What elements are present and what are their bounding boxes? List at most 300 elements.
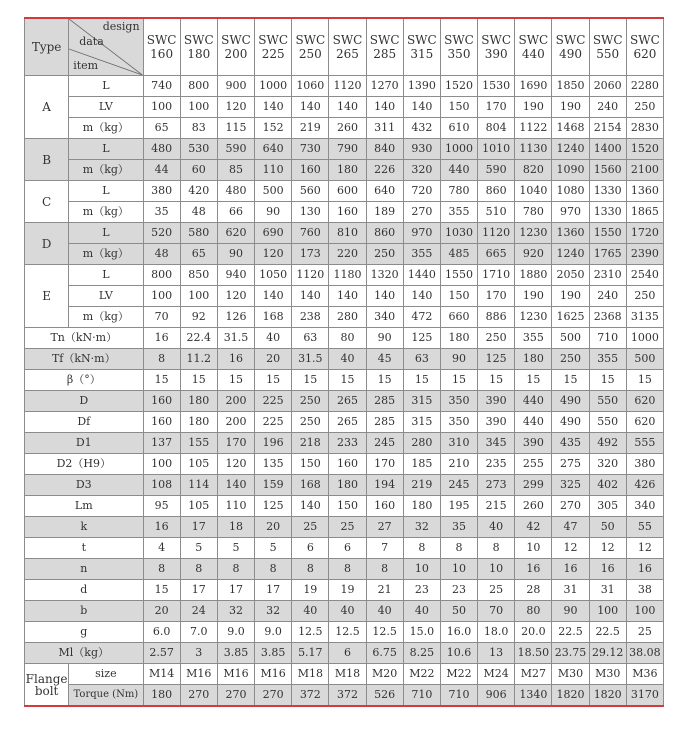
value-cell: 820 xyxy=(515,160,552,181)
value-cell: 1050 xyxy=(255,265,292,286)
value-cell: 250 xyxy=(366,244,403,265)
value-cell: 12.5 xyxy=(366,622,403,643)
model-size: 180 xyxy=(187,47,211,61)
value-cell: 10 xyxy=(478,559,515,580)
value-cell: 690 xyxy=(255,223,292,244)
value-cell: 1090 xyxy=(552,160,589,181)
value-cell: 23 xyxy=(440,580,477,601)
model-header xyxy=(292,18,329,76)
value-cell: M36 xyxy=(626,664,663,685)
value-cell: 80 xyxy=(329,328,366,349)
param-name-cell: D3 xyxy=(25,475,144,496)
param-name-cell: D xyxy=(25,391,144,412)
value-cell: 280 xyxy=(329,307,366,328)
value-cell: 1690 xyxy=(515,76,552,97)
value-cell: 10 xyxy=(440,559,477,580)
table-row xyxy=(25,328,664,349)
value-cell: 1030 xyxy=(440,223,477,244)
value-cell: 15 xyxy=(143,370,180,391)
value-cell: 8 xyxy=(217,559,254,580)
type-cell: C xyxy=(25,181,69,223)
value-cell: 790 xyxy=(329,139,366,160)
value-cell: 32 xyxy=(217,601,254,622)
value-cell: 640 xyxy=(366,181,403,202)
value-cell: 250 xyxy=(552,349,589,370)
value-cell: 215 xyxy=(478,496,515,517)
value-cell: 270 xyxy=(403,202,440,223)
value-cell: 270 xyxy=(217,685,254,707)
value-cell: 180 xyxy=(143,685,180,707)
value-cell: 196 xyxy=(255,433,292,454)
model-size: 250 xyxy=(298,47,322,61)
value-cell: 100 xyxy=(589,601,626,622)
value-cell: 150 xyxy=(329,496,366,517)
value-cell: 3135 xyxy=(626,307,663,328)
value-cell: 380 xyxy=(626,454,663,475)
value-cell: 432 xyxy=(403,118,440,139)
table-row xyxy=(25,580,664,601)
value-cell: 250 xyxy=(292,391,329,412)
value-cell: 150 xyxy=(292,454,329,475)
value-cell: 110 xyxy=(217,496,254,517)
model-size: 490 xyxy=(559,47,582,61)
value-cell: 660 xyxy=(440,307,477,328)
value-cell: 285 xyxy=(366,391,403,412)
model-series: SWC xyxy=(146,33,177,47)
value-cell: M16 xyxy=(217,664,254,685)
value-cell: 135 xyxy=(255,454,292,475)
value-cell: 10 xyxy=(515,538,552,559)
value-cell: 350 xyxy=(440,412,477,433)
value-cell: 40 xyxy=(366,601,403,622)
table-row xyxy=(25,496,664,517)
value-cell: 480 xyxy=(217,181,254,202)
value-cell: 16 xyxy=(515,559,552,580)
value-cell: 920 xyxy=(515,244,552,265)
model-header xyxy=(440,18,477,76)
value-cell: 16 xyxy=(589,559,626,580)
value-cell: 125 xyxy=(403,328,440,349)
model-size: 350 xyxy=(447,47,471,61)
value-cell: 426 xyxy=(626,475,663,496)
item-cell: Torque (Nm) xyxy=(69,685,143,707)
value-cell: 17 xyxy=(180,580,217,601)
value-cell: 6 xyxy=(292,538,329,559)
value-cell: 180 xyxy=(440,328,477,349)
value-cell: 90 xyxy=(552,601,589,622)
value-cell: 8 xyxy=(329,559,366,580)
item-cell: m（kg） xyxy=(69,202,143,223)
value-cell: M16 xyxy=(180,664,217,685)
value-cell: 238 xyxy=(292,307,329,328)
value-cell: 28 xyxy=(515,580,552,601)
value-cell: 2154 xyxy=(589,118,626,139)
value-cell: 12 xyxy=(589,538,626,559)
value-cell: 1560 xyxy=(589,160,626,181)
value-cell: 265 xyxy=(329,391,366,412)
model-size: 620 xyxy=(633,47,657,61)
value-cell: 620 xyxy=(626,412,663,433)
value-cell: 40 xyxy=(329,349,366,370)
value-cell: 310 xyxy=(440,433,477,454)
value-cell: 8 xyxy=(255,559,292,580)
value-cell: 1520 xyxy=(626,139,663,160)
value-cell: 47 xyxy=(552,517,589,538)
value-cell: 665 xyxy=(478,244,515,265)
value-cell: 530 xyxy=(180,139,217,160)
value-cell: 270 xyxy=(180,685,217,707)
value-cell: 219 xyxy=(403,475,440,496)
value-cell: 170 xyxy=(217,433,254,454)
value-cell: 800 xyxy=(143,265,180,286)
value-cell: M30 xyxy=(552,664,589,685)
item-cell: LV xyxy=(69,286,143,307)
value-cell: 260 xyxy=(515,496,552,517)
value-cell: 100 xyxy=(626,601,663,622)
value-cell: 180 xyxy=(329,475,366,496)
value-cell: 2100 xyxy=(626,160,663,181)
type-header: Type xyxy=(25,18,69,76)
value-cell: 19 xyxy=(329,580,366,601)
value-cell: 8 xyxy=(292,559,329,580)
value-cell: 440 xyxy=(515,412,552,433)
value-cell: 245 xyxy=(366,433,403,454)
model-header xyxy=(515,18,552,76)
value-cell: 189 xyxy=(366,202,403,223)
value-cell: 12.5 xyxy=(292,622,329,643)
value-cell: 15 xyxy=(292,370,329,391)
value-cell: 226 xyxy=(366,160,403,181)
value-cell: 500 xyxy=(552,328,589,349)
table-row xyxy=(25,664,664,685)
model-series: SWC xyxy=(183,33,214,47)
value-cell: 40 xyxy=(292,601,329,622)
value-cell: 35 xyxy=(143,202,180,223)
value-cell: 1330 xyxy=(589,181,626,202)
model-header xyxy=(366,18,403,76)
item-cell: m（kg） xyxy=(69,160,143,181)
value-cell: 130 xyxy=(292,202,329,223)
value-cell: 940 xyxy=(217,265,254,286)
value-cell: 18.0 xyxy=(478,622,515,643)
param-name-cell: β（°） xyxy=(25,370,144,391)
model-series: SWC xyxy=(444,33,474,47)
value-cell: 8.25 xyxy=(403,643,440,664)
value-cell: 590 xyxy=(478,160,515,181)
value-cell: 1625 xyxy=(552,307,589,328)
value-cell: 108 xyxy=(143,475,180,496)
value-cell: 120 xyxy=(217,454,254,475)
type-cell: D xyxy=(25,223,69,265)
value-cell: 275 xyxy=(552,454,589,475)
value-cell: 730 xyxy=(292,139,329,160)
value-cell: 600 xyxy=(329,181,366,202)
value-cell: 32 xyxy=(403,517,440,538)
value-cell: 1820 xyxy=(589,685,626,707)
value-cell: 195 xyxy=(440,496,477,517)
value-cell: 170 xyxy=(478,97,515,118)
value-cell: 1240 xyxy=(552,244,589,265)
value-cell: 159 xyxy=(255,475,292,496)
value-cell: 70 xyxy=(143,307,180,328)
value-cell: 270 xyxy=(255,685,292,707)
value-cell: 1390 xyxy=(403,76,440,97)
value-cell: 12 xyxy=(626,538,663,559)
table-row xyxy=(25,139,664,160)
value-cell: 1865 xyxy=(626,202,663,223)
table-row xyxy=(25,517,664,538)
model-size: 160 xyxy=(150,47,174,61)
value-cell: 55 xyxy=(626,517,663,538)
value-cell: 510 xyxy=(478,202,515,223)
value-cell: 3 xyxy=(180,643,217,664)
value-cell: 150 xyxy=(440,97,477,118)
item-cell: L xyxy=(69,139,143,160)
param-name-cell: Lm xyxy=(25,496,144,517)
value-cell: 355 xyxy=(589,349,626,370)
value-cell: 170 xyxy=(478,286,515,307)
value-cell: 200 xyxy=(217,391,254,412)
value-cell: 590 xyxy=(217,139,254,160)
diag-data-label: data xyxy=(79,35,104,48)
value-cell: 180 xyxy=(329,160,366,181)
value-cell: 140 xyxy=(255,97,292,118)
value-cell: 140 xyxy=(292,97,329,118)
value-cell: 16.0 xyxy=(440,622,477,643)
value-cell: 5 xyxy=(255,538,292,559)
value-cell: 2060 xyxy=(589,76,626,97)
value-cell: 10.6 xyxy=(440,643,477,664)
value-cell: 140 xyxy=(366,97,403,118)
value-cell: 20 xyxy=(255,517,292,538)
item-cell: L xyxy=(69,265,143,286)
value-cell: 340 xyxy=(366,307,403,328)
value-cell: 311 xyxy=(366,118,403,139)
value-cell: 710 xyxy=(589,328,626,349)
value-cell: 1520 xyxy=(440,76,477,97)
value-cell: 22.4 xyxy=(180,328,217,349)
value-cell: 50 xyxy=(589,517,626,538)
value-cell: 168 xyxy=(255,307,292,328)
value-cell: 245 xyxy=(440,475,477,496)
value-cell: 255 xyxy=(515,454,552,475)
value-cell: M20 xyxy=(366,664,403,685)
value-cell: 620 xyxy=(217,223,254,244)
value-cell: 804 xyxy=(478,118,515,139)
table-row xyxy=(25,433,664,454)
model-series: SWC xyxy=(332,33,363,47)
value-cell: 720 xyxy=(403,181,440,202)
value-cell: 780 xyxy=(440,181,477,202)
value-cell: 710 xyxy=(440,685,477,707)
value-cell: 15 xyxy=(217,370,254,391)
value-cell: 90 xyxy=(366,328,403,349)
value-cell: 1530 xyxy=(478,76,515,97)
diag-design-label: design xyxy=(102,20,140,33)
value-cell: 90 xyxy=(217,244,254,265)
item-cell: L xyxy=(69,76,143,97)
value-cell: 299 xyxy=(515,475,552,496)
value-cell: 19 xyxy=(292,580,329,601)
value-cell: 485 xyxy=(440,244,477,265)
value-cell: 218 xyxy=(292,433,329,454)
value-cell: 1120 xyxy=(329,76,366,97)
value-cell: 92 xyxy=(180,307,217,328)
param-name-cell: D2（H9） xyxy=(25,454,144,475)
value-cell: 305 xyxy=(589,496,626,517)
model-header xyxy=(626,18,663,76)
value-cell: 1060 xyxy=(292,76,329,97)
value-cell: 1765 xyxy=(589,244,626,265)
value-cell: 740 xyxy=(143,76,180,97)
value-cell: 9.0 xyxy=(217,622,254,643)
value-cell: 15 xyxy=(478,370,515,391)
value-cell: 2368 xyxy=(589,307,626,328)
value-cell: 8 xyxy=(440,538,477,559)
value-cell: 225 xyxy=(255,412,292,433)
model-series: SWC xyxy=(406,33,437,47)
value-cell: 780 xyxy=(515,202,552,223)
value-cell: 280 xyxy=(403,433,440,454)
value-cell: 31.5 xyxy=(217,328,254,349)
value-cell: 185 xyxy=(403,454,440,475)
value-cell: 490 xyxy=(552,412,589,433)
value-cell: 160 xyxy=(143,391,180,412)
value-cell: M30 xyxy=(589,664,626,685)
value-cell: 29.12 xyxy=(589,643,626,664)
value-cell: M16 xyxy=(255,664,292,685)
model-series: SWC xyxy=(258,33,289,47)
value-cell: 480 xyxy=(143,139,180,160)
value-cell: 15 xyxy=(552,370,589,391)
value-cell: 40 xyxy=(478,517,515,538)
value-cell: 25 xyxy=(626,622,663,643)
value-cell: 140 xyxy=(366,286,403,307)
table-row xyxy=(25,538,664,559)
value-cell: 65 xyxy=(180,244,217,265)
value-cell: 620 xyxy=(626,391,663,412)
value-cell: 85 xyxy=(217,160,254,181)
value-cell: 235 xyxy=(478,454,515,475)
value-cell: 270 xyxy=(552,496,589,517)
value-cell: 13 xyxy=(478,643,515,664)
value-cell: 60 xyxy=(180,160,217,181)
value-cell: 5 xyxy=(217,538,254,559)
value-cell: 315 xyxy=(403,391,440,412)
value-cell: 6.0 xyxy=(143,622,180,643)
value-cell: 260 xyxy=(329,118,366,139)
value-cell: 20 xyxy=(143,601,180,622)
value-cell: 2540 xyxy=(626,265,663,286)
value-cell: 1820 xyxy=(552,685,589,707)
value-cell: 114 xyxy=(180,475,217,496)
value-cell: 137 xyxy=(143,433,180,454)
value-cell: 40 xyxy=(329,601,366,622)
table-row xyxy=(25,244,664,265)
value-cell: 180 xyxy=(515,349,552,370)
value-cell: 140 xyxy=(403,97,440,118)
model-size: 550 xyxy=(596,47,620,61)
value-cell: 1270 xyxy=(366,76,403,97)
value-cell: 190 xyxy=(552,97,589,118)
model-series: SWC xyxy=(630,33,660,47)
value-cell: 710 xyxy=(403,685,440,707)
value-cell: 1130 xyxy=(515,139,552,160)
value-cell: 2830 xyxy=(626,118,663,139)
param-name-cell: Df xyxy=(25,412,144,433)
value-cell: 1320 xyxy=(366,265,403,286)
item-cell: size xyxy=(69,664,143,685)
table-row xyxy=(25,76,664,97)
value-cell: 150 xyxy=(440,286,477,307)
value-cell: 105 xyxy=(180,496,217,517)
value-cell: 1230 xyxy=(515,307,552,328)
value-cell: 1850 xyxy=(552,76,589,97)
value-cell: 44 xyxy=(143,160,180,181)
value-cell: 225 xyxy=(255,391,292,412)
value-cell: 2.57 xyxy=(143,643,180,664)
type-cell: A xyxy=(25,76,69,139)
value-cell: 17 xyxy=(217,580,254,601)
value-cell: 250 xyxy=(292,412,329,433)
value-cell: 48 xyxy=(180,202,217,223)
value-cell: 140 xyxy=(329,97,366,118)
value-cell: 15 xyxy=(589,370,626,391)
value-cell: 16 xyxy=(552,559,589,580)
value-cell: 325 xyxy=(552,475,589,496)
value-cell: 120 xyxy=(217,286,254,307)
value-cell: 390 xyxy=(478,391,515,412)
value-cell: 1230 xyxy=(515,223,552,244)
param-name-cell: D1 xyxy=(25,433,144,454)
value-cell: 1340 xyxy=(515,685,552,707)
value-cell: 3.85 xyxy=(255,643,292,664)
value-cell: 6 xyxy=(329,538,366,559)
value-cell: 273 xyxy=(478,475,515,496)
value-cell: 240 xyxy=(589,97,626,118)
param-name-cell: k xyxy=(25,517,144,538)
value-cell: 40 xyxy=(403,601,440,622)
value-cell: 5.17 xyxy=(292,643,329,664)
value-cell: 25 xyxy=(329,517,366,538)
value-cell: 1080 xyxy=(552,181,589,202)
value-cell: 15 xyxy=(255,370,292,391)
value-cell: 970 xyxy=(403,223,440,244)
value-cell: 1880 xyxy=(515,265,552,286)
param-name-cell: n xyxy=(25,559,144,580)
value-cell: 63 xyxy=(403,349,440,370)
model-header xyxy=(217,18,254,76)
value-cell: 8 xyxy=(403,538,440,559)
value-cell: 440 xyxy=(515,391,552,412)
value-cell: 550 xyxy=(589,391,626,412)
value-cell: 200 xyxy=(217,412,254,433)
value-cell: M22 xyxy=(403,664,440,685)
value-cell: 140 xyxy=(217,475,254,496)
value-cell: 160 xyxy=(366,496,403,517)
value-cell: 1240 xyxy=(552,139,589,160)
value-cell: 17 xyxy=(180,517,217,538)
value-cell: 860 xyxy=(366,223,403,244)
table-row xyxy=(25,160,664,181)
value-cell: 180 xyxy=(180,412,217,433)
value-cell: 15 xyxy=(440,370,477,391)
value-cell: 12 xyxy=(552,538,589,559)
value-cell: 2390 xyxy=(626,244,663,265)
table-row xyxy=(25,391,664,412)
table-row xyxy=(25,265,664,286)
value-cell: 930 xyxy=(403,139,440,160)
